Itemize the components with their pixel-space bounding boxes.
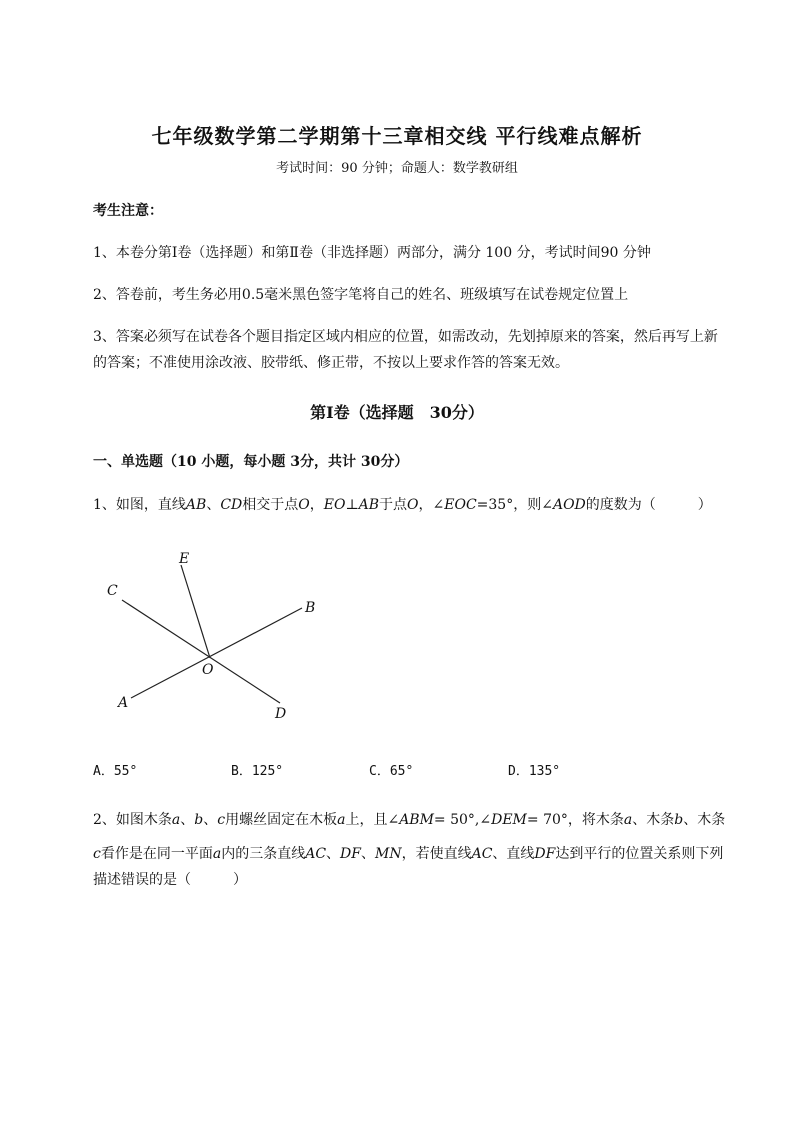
q2-text: 2、如图木条	[93, 812, 172, 828]
question-2-line-3: 描述错误的是（ ）	[93, 872, 247, 888]
label-o: O	[202, 662, 214, 678]
q2-var: a	[623, 812, 633, 828]
q2-text: 、	[180, 812, 195, 828]
q1-text: 1、如图，直线	[93, 497, 186, 513]
notes-heading: 考生注意：	[93, 203, 163, 219]
q2-var: MN	[374, 846, 402, 862]
q2-text: 、木条	[632, 812, 675, 828]
q2-var: AC	[305, 846, 327, 862]
q2-text: 上，且∠	[345, 812, 400, 828]
option-b[interactable]: B．125°	[231, 764, 284, 779]
q2-text: 看作是在同一平面	[100, 846, 213, 862]
q1-var: EOC	[444, 497, 477, 513]
question-1-text	[93, 494, 712, 514]
q2-text: = 50°,∠	[433, 812, 492, 828]
note-2: 2、答卷前，考生务必用0.5毫米黑色签字笔将自己的姓名、班级填写在试卷规定位置上	[93, 287, 629, 303]
q1-text: 相交于点	[242, 497, 299, 513]
q1-var: EO	[323, 497, 346, 513]
q2-text: 达到平行的位置关系则下列	[555, 846, 724, 862]
q2-var: b	[674, 812, 684, 828]
note-1: 1、本卷分第Ⅰ卷（选择题）和第Ⅱ卷（非选择题）两部分，满分 100 分，考试时间90 分钟	[93, 245, 651, 261]
q2-var: DF	[340, 846, 361, 862]
q2-text: 、	[326, 846, 341, 862]
part-title: 一、单选题（10 小题，每小题 3分，共计 30分）	[93, 454, 409, 470]
q1-var: CD	[220, 497, 243, 513]
label-b: B	[305, 600, 316, 616]
q1-var: AB	[358, 497, 380, 513]
q2-text: 内的三条直线	[221, 846, 306, 862]
q1-var: O	[298, 497, 310, 513]
q1-text: ，∠	[418, 497, 445, 513]
note-3-line-1: 3、答案必须写在试卷各个题目指定区域内相应的位置，如需改动，先划掉原来的答案，然后再写上新	[93, 329, 718, 345]
q2-var: c	[217, 812, 226, 828]
q2-var: DEM	[491, 812, 527, 828]
q2-text: 、直线	[492, 846, 535, 862]
label-a: A	[118, 695, 129, 711]
q2-text: = 70°，将木条	[526, 812, 624, 828]
question-1-figure	[100, 540, 340, 730]
q1-text: =35°，则∠	[476, 497, 553, 513]
option-c[interactable]: C．65°	[369, 764, 414, 779]
q2-text: 、木条	[683, 812, 726, 828]
q2-var: a	[212, 846, 222, 862]
q2-text: 、	[203, 812, 218, 828]
q2-text: 用螺丝固定在木板	[225, 812, 338, 828]
q1-var: O	[407, 497, 419, 513]
q2-var: DF	[534, 846, 556, 862]
note-3-line-2: 的答案；不准使用涂改液、胶带纸、修正带，不按以上要求作答的答案无效。	[93, 355, 569, 371]
line-cd	[122, 600, 280, 703]
q1-var: AOD	[552, 497, 586, 513]
exam-info: 考试时间：90 分钟；命题人：数学教研组	[276, 161, 518, 176]
q2-var: a	[171, 812, 181, 828]
q1-text: 的度数为（ ）	[585, 497, 712, 513]
q2-text: 、	[360, 846, 375, 862]
q1-text: ⊥	[345, 497, 359, 513]
label-e: E	[179, 551, 190, 567]
section-title: 第Ⅰ卷（选择题 30分）	[310, 403, 484, 422]
ray-oe	[181, 565, 210, 658]
q1-text: 、	[206, 497, 221, 513]
q2-var: b	[194, 812, 204, 828]
option-d[interactable]: D．135°	[508, 764, 561, 779]
question-2-line-2	[93, 843, 723, 863]
q2-var: ABM	[399, 812, 434, 828]
q2-var: c	[93, 846, 101, 862]
q2-var: a	[337, 812, 346, 828]
q1-text: 于点	[379, 497, 408, 513]
label-d: D	[275, 706, 287, 722]
q1-text: ，	[309, 497, 324, 513]
option-a[interactable]: A．55°	[93, 764, 138, 779]
q2-text: ，若使直线	[401, 846, 472, 862]
question-2-line-1	[93, 809, 725, 829]
line-ab	[131, 608, 302, 698]
q2-var: AC	[471, 846, 493, 862]
page-title: 七年级数学第二学期第十三章相交线 平行线难点解析	[151, 124, 643, 148]
label-c: C	[107, 583, 118, 599]
q1-var: AB	[185, 497, 207, 513]
